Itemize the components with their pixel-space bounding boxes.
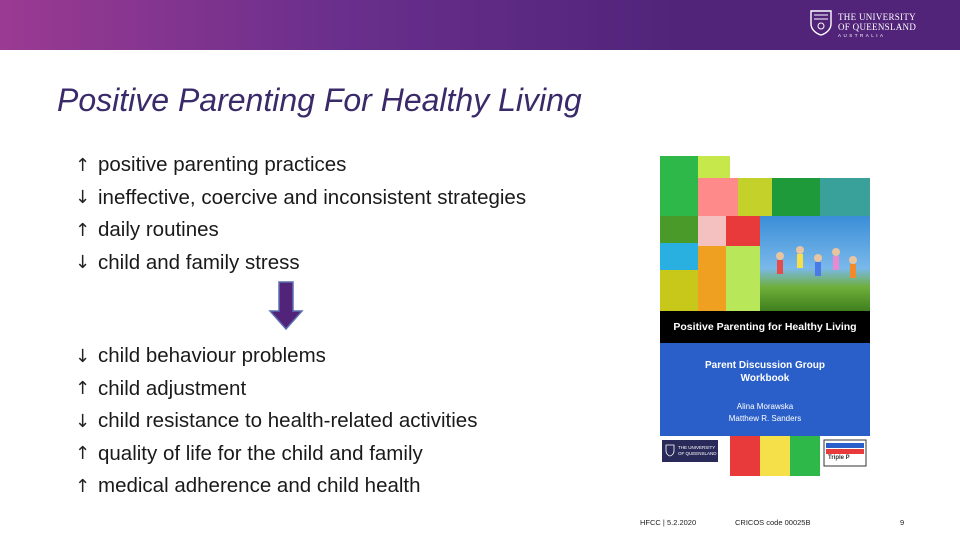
book-uq-logo: [662, 440, 718, 462]
down-arrow-icon: ↓: [75, 252, 91, 274]
up-arrow-icon: ↑: [75, 154, 91, 176]
bullet-text: daily routines: [98, 218, 219, 242]
down-arrow-icon: ↓: [75, 345, 91, 367]
logo-line-2: OF QUEENSLAND: [838, 22, 917, 32]
up-arrow-icon: ↑: [75, 378, 91, 400]
down-arrow-icon: ↓: [75, 187, 91, 209]
uq-crest-icon: [810, 10, 832, 36]
up-arrow-icon: ↑: [75, 475, 91, 497]
bullet-item: [75, 373, 635, 406]
bullet-item: [75, 182, 635, 215]
bullet-item: [75, 247, 635, 280]
up-arrow-icon: ↑: [75, 443, 91, 465]
badge-text: Triple P: [828, 455, 850, 461]
footer-date: HFCC | 5.2.2020: [640, 518, 697, 527]
bullet-item: [75, 438, 635, 471]
page-number: 9: [900, 518, 905, 527]
uq-logo: [810, 10, 920, 40]
bullet-text: positive parenting practices: [98, 153, 347, 177]
bullet-item: [75, 470, 635, 503]
bullet-text: child adjustment: [98, 376, 247, 400]
book-bottom-strip: [660, 436, 870, 476]
footer-cricos: CRICOS code 00025B: [735, 518, 811, 527]
header-bar: [0, 0, 960, 50]
up-arrow-icon: ↑: [75, 219, 91, 241]
book-title: Positive Parenting for Healthy Living: [660, 311, 870, 343]
triple-p-badge: [820, 436, 870, 476]
bullet-text: ineffective, coercive and inconsistent strategies: [98, 185, 527, 209]
logo-line-3: AUSTRALIA: [838, 33, 886, 38]
bullet-group-causes: [75, 149, 635, 279]
slide-title: Positive Parenting For Healthy Living: [57, 82, 582, 118]
book-uq-text: THE UNIVERSITY OF QUEENSLAND: [678, 445, 717, 456]
bullet-item: [75, 149, 635, 182]
workbook-cover-image: [660, 156, 870, 476]
book-authors: Alina Morawska Matthew R. Sanders: [728, 402, 802, 423]
bullet-item: [75, 405, 635, 438]
book-subtitle: Parent Discussion Group Workbook: [704, 360, 826, 384]
bullet-text: child resistance to health-related activities: [98, 409, 478, 433]
flow-down-arrow-icon: [268, 281, 304, 331]
bullet-item: [75, 340, 635, 373]
bullet-text: medical adherence and child health: [98, 474, 421, 498]
bullet-text: quality of life for the child and family: [98, 441, 423, 465]
down-arrow-icon: ↓: [75, 410, 91, 432]
bullet-group-outcomes: [75, 340, 635, 503]
logo-line-1: THE UNIVERSITY: [838, 12, 916, 22]
bullet-text: child and family stress: [98, 250, 300, 274]
book-blue-panel: [660, 343, 870, 436]
bullet-text: child behaviour problems: [98, 344, 326, 368]
bullet-item: [75, 214, 635, 247]
children-jumping-photo: [760, 216, 870, 311]
